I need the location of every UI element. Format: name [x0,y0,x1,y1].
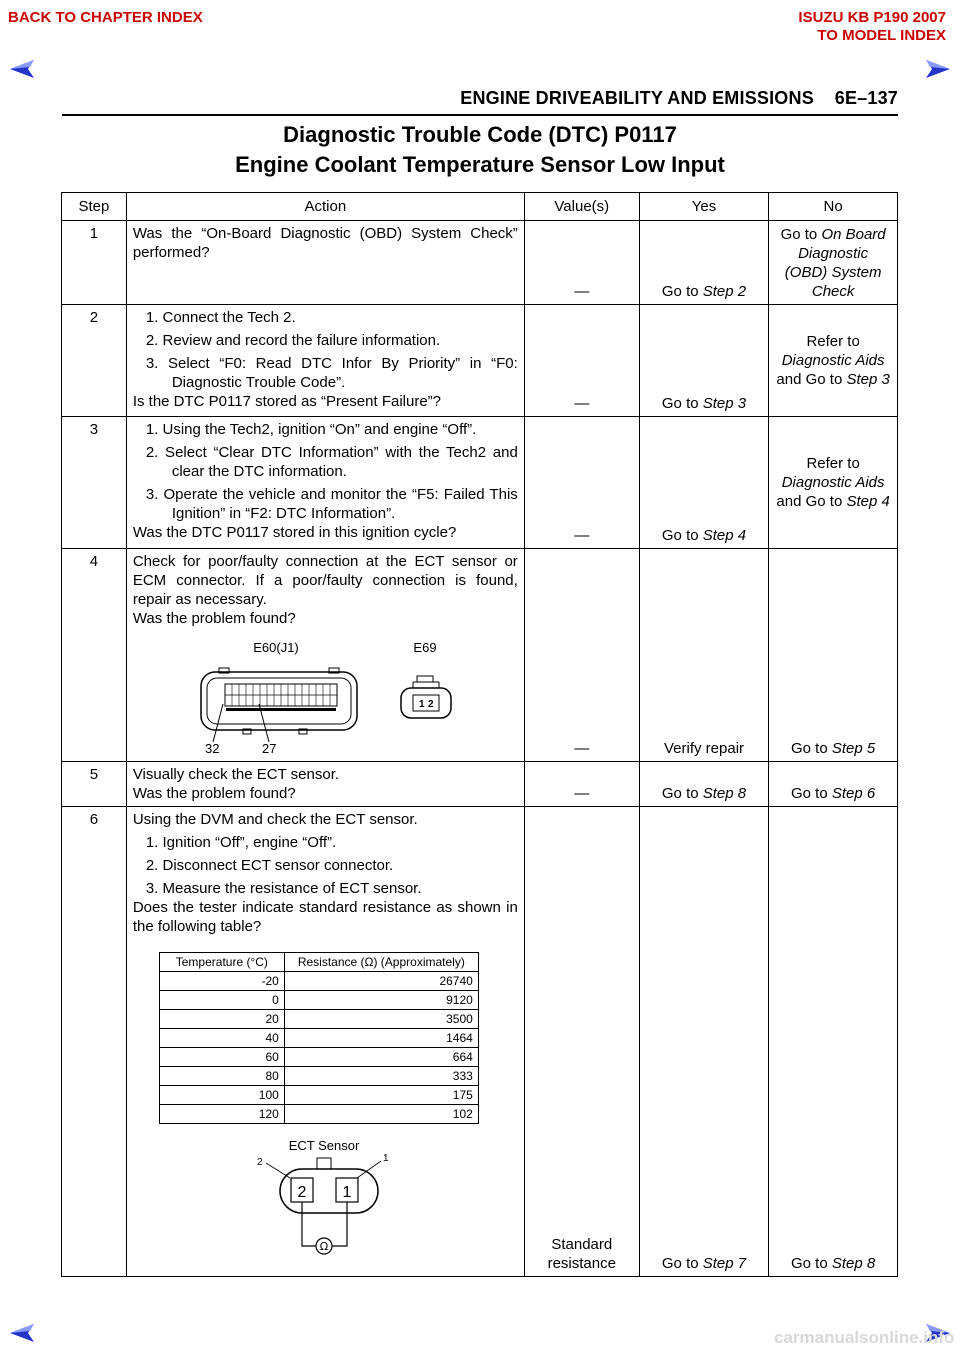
title-line-2: Engine Coolant Temperature Sensor Low Input [235,152,725,177]
no-step-link[interactable]: Step 5 [831,740,876,757]
resistance-cell: 175 [284,1086,478,1105]
step-action [126,417,524,549]
table-row [62,305,898,417]
step-question: Does the tester indicate standard resistance as shown in the following table? [132,899,518,935]
model-name[interactable]: ISUZU KB P190 2007 [798,9,946,26]
instruction-item: 1. Connect the Tech 2. [145,309,296,326]
resistance-col-header: Resistance (Ω) (Approximately) [284,953,478,972]
col-yes: Yes [639,193,768,221]
table-row [159,972,478,991]
step-yes [639,221,768,305]
no-step-link[interactable]: Step 8 [831,1255,876,1272]
page-number: 6E–137 [834,88,898,108]
step-action [126,221,524,305]
resistance-cell: 664 [284,1048,478,1067]
sensor-pin-1: 1 [418,699,425,710]
step-action [126,549,524,762]
model-title[interactable] [798,9,946,45]
sensor-connector-label: E69 [413,640,437,655]
step-number: 1 [62,221,127,305]
temperature-cell: -20 [159,972,284,991]
step-value: — [524,305,639,417]
ect-pin-1: 1 [342,1184,352,1201]
ect-pin-label-1: 1 [382,1153,389,1164]
temperature-cell: 80 [159,1067,284,1086]
ect-sensor-connector-icon [401,676,451,718]
resistance-cell: 1464 [284,1029,478,1048]
ect-sensor-connector-icon [280,1158,378,1213]
no-prefix: Go to [780,226,822,243]
instruction-item: 3. Select “F0: Read DTC Infor By Priority” in “F0: Diagnostic Trouble Code”. [145,355,518,391]
step-no [769,807,898,1277]
diagnostic-table [61,192,898,1277]
no-link[interactable]: On Board Diagnostic (OBD) System Check [784,226,886,300]
resistance-header-row [159,953,478,972]
temperature-cell: 40 [159,1029,284,1048]
table-row [159,1048,478,1067]
col-step: Step [62,193,127,221]
step-instructions [133,420,518,523]
yes-step-link[interactable]: Step 7 [702,1255,747,1272]
step-no [769,549,898,762]
step-value: — [524,417,639,549]
step-question: Was the problem found? [132,610,296,627]
instruction-item: 2. Review and record the failure information. [145,332,441,349]
watermark: carmanualsonline.info [774,1328,955,1347]
ecm-connector-label: E60(J1) [253,640,299,655]
document-title [0,120,960,180]
step-number: 3 [62,417,127,549]
yes-step-link[interactable]: Step 3 [702,395,747,412]
instruction-item: 3. Measure the resistance of ECT sensor. [145,880,422,897]
temperature-cell: 100 [159,1086,284,1105]
resistance-table [159,952,479,1124]
step-action [126,762,524,807]
temperature-cell: 60 [159,1048,284,1067]
table-row [159,1029,478,1048]
instruction-item: 1. Using the Tech2, ignition “On” and engine “Off”. [145,421,477,438]
step-question: Was the problem found? [132,785,296,802]
col-values: Value(s) [524,193,639,221]
yes-prefix: Go to [661,527,703,544]
no-step-link[interactable]: Step 4 [846,493,890,510]
step-yes [639,305,768,417]
instruction-item: 1. Ignition “Off”, engine “Off”. [145,834,337,851]
step-value: Standard resistance [524,807,639,1277]
pin-label-27: 27 [261,741,277,754]
no-prefix: Go to [791,740,832,757]
step-number: 2 [62,305,127,417]
resistance-cell: 26740 [284,972,478,991]
table-row [62,417,898,549]
table-row [159,1105,478,1124]
temperature-cell: 0 [159,991,284,1010]
temperature-col-header: Temperature (°C) [159,953,284,972]
step-action [126,305,524,417]
step-number: 5 [62,762,127,807]
no-prefix: Go to [791,785,832,802]
yes-prefix: Go to [661,395,703,412]
no-mid: and Go to [776,371,847,388]
diagnostic-aids-link[interactable]: Diagnostic Aids [781,352,885,369]
yes-prefix: Go to [661,785,703,802]
step-no [769,417,898,549]
action-text: Check for poor/faulty connection at the ECT sensor or ECM connector. If a poor/faulty connection is found, repair as necessary. [132,553,518,608]
step-instructions [133,308,518,392]
step-yes: Verify repair [639,549,768,762]
page-header [62,86,898,116]
step-yes [639,762,768,807]
ohm-symbol: Ω [319,1240,329,1253]
step-no [769,305,898,417]
diagnostic-aids-link[interactable]: Diagnostic Aids [781,474,885,491]
col-no: No [769,193,898,221]
step-question: Is the DTC P0117 stored as “Present Failure”? [132,393,442,410]
step-value: — [524,221,639,305]
no-prefix: Refer to [806,455,860,472]
resistance-cell: 3500 [284,1010,478,1029]
pin-label-32: 32 [204,741,220,754]
title-line-1: Diagnostic Trouble Code (DTC) P0117 [283,122,677,147]
table-row [159,991,478,1010]
step-value: — [524,549,639,762]
table-row [159,1010,478,1029]
table-header-row [62,193,898,221]
table-row [62,762,898,807]
resistance-cell: 333 [284,1067,478,1086]
back-to-chapter-index-link[interactable]: BACK TO CHAPTER INDEX [8,9,203,26]
table-row [62,221,898,305]
next-page-arrow-icon[interactable] [922,58,952,80]
temperature-cell: 120 [159,1105,284,1124]
ecm-connector-icon [201,668,357,734]
table-row [62,549,898,762]
yes-prefix: Go to [661,1255,703,1272]
step-number: 6 [62,807,127,1277]
no-step-link[interactable]: Step 3 [846,371,890,388]
no-step-link[interactable]: Step 6 [831,785,876,802]
temperature-cell: 20 [159,1010,284,1029]
action-text: Visually check the ECT sensor. [132,766,340,783]
ect-pin-2: 2 [297,1184,307,1201]
no-prefix: Go to [791,1255,832,1272]
col-action: Action [126,193,524,221]
sensor-pin-2: 2 [427,699,434,710]
step-number: 4 [62,549,127,762]
ect-pin-label-2: 2 [256,1157,263,1168]
no-prefix: Refer to [806,333,860,350]
instruction-item: 3. Operate the vehicle and monitor the “F5: Failed This Ignition” in “F2: DTC Information”. [145,486,518,522]
yes-step-link[interactable]: Step 4 [702,527,747,544]
connector-diagram [133,632,517,754]
action-text: Was the “On-Board Diagnostic (OBD) System Check” performed? [132,225,518,261]
step-yes [639,417,768,549]
resistance-cell: 9120 [284,991,478,1010]
ect-sensor-diagram [133,1136,517,1264]
step-no [769,762,898,807]
instruction-item: 2. Select “Clear DTC Information” with the Tech2 and clear the DTC information. [145,444,518,480]
step-value: — [524,762,639,807]
table-row [159,1067,478,1086]
instruction-item: 2. Disconnect ECT sensor connector. [145,857,394,874]
prev-page-arrow-icon[interactable] [8,58,38,80]
prev-page-arrow-icon-bottom[interactable] [8,1322,38,1344]
no-mid: and Go to [776,493,847,510]
step-instructions [133,833,518,898]
resistance-cell: 102 [284,1105,478,1124]
step-no [769,221,898,305]
table-row [159,1086,478,1105]
section-header [460,88,898,109]
step-action [126,807,524,1277]
ect-sensor-label: ECT Sensor [288,1138,360,1153]
to-model-index-link[interactable]: TO MODEL INDEX [817,27,946,44]
section-title: ENGINE DRIVEABILITY AND EMISSIONS [460,88,814,108]
step-question: Was the DTC P0117 stored in this ignition cycle? [132,524,457,541]
yes-prefix: Go to [661,283,703,300]
step-yes [639,807,768,1277]
yes-step-link[interactable]: Step 8 [702,785,747,802]
table-row [62,807,898,1277]
action-text: Using the DVM and check the ECT sensor. [132,811,418,828]
yes-step-link[interactable]: Step 2 [702,283,747,300]
